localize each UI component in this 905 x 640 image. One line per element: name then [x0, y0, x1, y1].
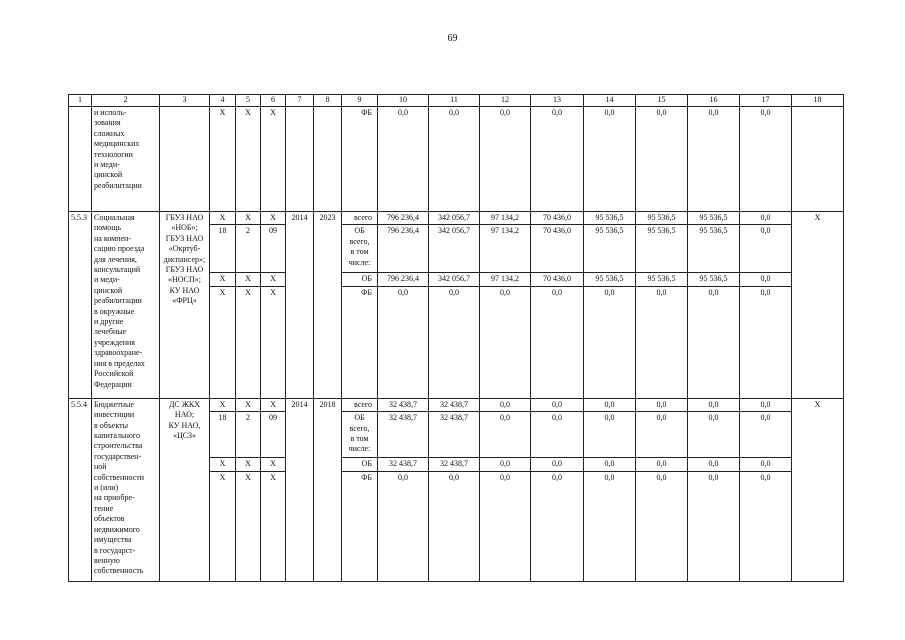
- header-cell: 14: [584, 95, 636, 107]
- header-cell: 1: [69, 95, 92, 107]
- value-cell: 0,0: [584, 107, 636, 212]
- header-cell: 5: [236, 95, 261, 107]
- value-cell: 0,0: [584, 286, 636, 398]
- value-cell: 0,0: [378, 107, 429, 212]
- code-cell: X: [236, 107, 261, 212]
- value-cell: 0,0: [531, 398, 584, 411]
- value-cell: 0,0: [740, 398, 792, 411]
- value-cell: 0,0: [531, 471, 584, 581]
- code-cell: X: [210, 212, 236, 225]
- value-cell: 0,0: [584, 412, 636, 458]
- value-cell: 0,0: [688, 458, 740, 471]
- value-cell: 0,0: [740, 225, 792, 273]
- value-cell: 0,0: [480, 107, 531, 212]
- value-cell: 0,0: [688, 471, 740, 581]
- value-cell: 95 536,5: [584, 212, 636, 225]
- value-cell: 0,0: [688, 107, 740, 212]
- value-cell: 0,0: [740, 471, 792, 581]
- header-cell: 8: [314, 95, 342, 107]
- value-cell: 95 536,5: [636, 225, 688, 273]
- note-cell: X: [792, 398, 844, 581]
- table-row: [69, 107, 844, 212]
- value-cell: 796 236,4: [378, 225, 429, 273]
- code-cell: X: [261, 471, 286, 581]
- value-cell: 32 438,7: [378, 398, 429, 411]
- code-cell: X: [210, 286, 236, 398]
- header-cell: 6: [261, 95, 286, 107]
- value-cell: 0,0: [584, 398, 636, 411]
- value-cell: 0,0: [688, 398, 740, 411]
- header-cell: 15: [636, 95, 688, 107]
- executor-cell: [160, 107, 210, 212]
- value-cell: 0,0: [480, 398, 531, 411]
- value-cell: 97 134,2: [480, 273, 531, 286]
- value-cell: 0,0: [480, 412, 531, 458]
- value-cell: 0,0: [740, 212, 792, 225]
- header-row: [69, 95, 844, 107]
- code-cell: X: [210, 398, 236, 411]
- value-cell: 95 536,5: [584, 225, 636, 273]
- item-number-cell: 5.5.4: [69, 398, 92, 581]
- value-cell: 796 236,4: [378, 273, 429, 286]
- value-cell: 0,0: [740, 107, 792, 212]
- header-cell: 18: [792, 95, 844, 107]
- value-cell: 0,0: [740, 286, 792, 398]
- header-cell: 16: [688, 95, 740, 107]
- value-cell: 0,0: [480, 458, 531, 471]
- value-cell: 0,0: [636, 286, 688, 398]
- value-cell: 342 056,7: [429, 212, 480, 225]
- table-row: [69, 398, 844, 411]
- value-cell: 0,0: [584, 458, 636, 471]
- code-cell: X: [236, 398, 261, 411]
- header-cell: 12: [480, 95, 531, 107]
- header-cell: 4: [210, 95, 236, 107]
- code-cell: X: [261, 273, 286, 286]
- value-cell: 0,0: [636, 458, 688, 471]
- value-cell: 95 536,5: [636, 212, 688, 225]
- value-cell: 70 436,0: [531, 225, 584, 273]
- header-cell: 7: [286, 95, 314, 107]
- code-cell: X: [261, 212, 286, 225]
- value-cell: 32 438,7: [378, 458, 429, 471]
- value-cell: 0,0: [480, 471, 531, 581]
- end-year-cell: [314, 107, 342, 212]
- end-year-cell: 2018: [314, 398, 342, 581]
- source-cell: всего: [342, 212, 378, 225]
- code-cell: 09: [261, 225, 286, 273]
- start-year-cell: 2014: [286, 398, 314, 581]
- code-cell: X: [261, 458, 286, 471]
- value-cell: 97 134,2: [480, 212, 531, 225]
- code-cell: X: [261, 286, 286, 398]
- code-cell: 2: [236, 412, 261, 458]
- value-cell: 32 438,7: [378, 412, 429, 458]
- source-cell: ОБ: [342, 458, 378, 471]
- value-cell: 0,0: [688, 412, 740, 458]
- header-cell: 9: [342, 95, 378, 107]
- budget-table: [68, 94, 844, 582]
- code-cell: X: [236, 471, 261, 581]
- item-number-cell: [69, 107, 92, 212]
- value-cell: 0,0: [378, 471, 429, 581]
- header-cell: 11: [429, 95, 480, 107]
- source-cell: ОБ всего, в том числе:: [342, 225, 378, 273]
- value-cell: 0,0: [740, 412, 792, 458]
- source-cell: ОБ: [342, 273, 378, 286]
- start-year-cell: [286, 107, 314, 212]
- item-name-cell: и исполь- зования сложных медицинских технологии и меди- цинской реабилитации: [92, 107, 160, 212]
- code-cell: X: [210, 471, 236, 581]
- code-cell: 18: [210, 412, 236, 458]
- value-cell: 0,0: [636, 412, 688, 458]
- code-cell: X: [261, 107, 286, 212]
- value-cell: 0,0: [480, 286, 531, 398]
- source-cell: ФБ: [342, 286, 378, 398]
- value-cell: 95 536,5: [584, 273, 636, 286]
- value-cell: 0,0: [531, 412, 584, 458]
- source-cell: ФБ: [342, 471, 378, 581]
- value-cell: 0,0: [636, 398, 688, 411]
- header-cell: 2: [92, 95, 160, 107]
- header-cell: 13: [531, 95, 584, 107]
- note-cell: [792, 107, 844, 212]
- source-cell: ОБ всего, в том числе:: [342, 412, 378, 458]
- code-cell: X: [210, 107, 236, 212]
- source-cell: всего: [342, 398, 378, 411]
- code-cell: 09: [261, 412, 286, 458]
- value-cell: 342 056,7: [429, 225, 480, 273]
- code-cell: X: [236, 286, 261, 398]
- value-cell: 0,0: [636, 107, 688, 212]
- code-cell: X: [236, 458, 261, 471]
- executor-cell: ДС ЖКХ НАО; КУ НАО, «ЦСЗ»: [160, 398, 210, 581]
- end-year-cell: 2023: [314, 212, 342, 399]
- value-cell: 0,0: [740, 273, 792, 286]
- value-cell: 0,0: [378, 286, 429, 398]
- value-cell: 0,0: [429, 471, 480, 581]
- code-cell: X: [236, 273, 261, 286]
- code-cell: X: [261, 398, 286, 411]
- code-cell: 2: [236, 225, 261, 273]
- code-cell: X: [210, 458, 236, 471]
- value-cell: 0,0: [531, 107, 584, 212]
- value-cell: 95 536,5: [688, 225, 740, 273]
- value-cell: 0,0: [636, 471, 688, 581]
- value-cell: 32 438,7: [429, 398, 480, 411]
- value-cell: 796 236,4: [378, 212, 429, 225]
- source-cell: ФБ: [342, 107, 378, 212]
- value-cell: 95 536,5: [636, 273, 688, 286]
- value-cell: 70 436,0: [531, 273, 584, 286]
- value-cell: 0,0: [531, 286, 584, 398]
- value-cell: 95 536,5: [688, 212, 740, 225]
- item-number-cell: 5.5.3: [69, 212, 92, 399]
- value-cell: 342 056,7: [429, 273, 480, 286]
- value-cell: 95 536,5: [688, 273, 740, 286]
- value-cell: 0,0: [429, 286, 480, 398]
- table-row: [69, 212, 844, 225]
- note-cell: X: [792, 212, 844, 399]
- value-cell: 0,0: [688, 286, 740, 398]
- item-name-cell: Социальная помощь на компен- сацию проезда для лечения, консультаций и меди- цинской реабилитации в окружные и другие лечебные учреждения здравоохране- ния в пределах Российской Федерации: [92, 212, 160, 399]
- code-cell: X: [210, 273, 236, 286]
- value-cell: 0,0: [584, 471, 636, 581]
- value-cell: 0,0: [429, 107, 480, 212]
- value-cell: 0,0: [531, 458, 584, 471]
- value-cell: 70 436,0: [531, 212, 584, 225]
- value-cell: 97 134,2: [480, 225, 531, 273]
- value-cell: 32 438,7: [429, 412, 480, 458]
- header-cell: 10: [378, 95, 429, 107]
- header-cell: 3: [160, 95, 210, 107]
- item-name-cell: Бюджетные инвестиции в объекты капитального строительства государствен- ной собственности и (или) на приобре- тение объектов недвижимого имущества в государст- венную собственность: [92, 398, 160, 581]
- start-year-cell: 2014: [286, 212, 314, 399]
- code-cell: X: [236, 212, 261, 225]
- value-cell: 32 438,7: [429, 458, 480, 471]
- value-cell: 0,0: [740, 458, 792, 471]
- code-cell: 18: [210, 225, 236, 273]
- page-number: 69: [447, 33, 458, 44]
- executor-cell: ГБУЗ НАО «НОБ»; ГБУЗ НАО «Окртуб- диспансер»; ГБУЗ НАО «НОСП»; КУ НАО «ФРЦ»: [160, 212, 210, 399]
- header-cell: 17: [740, 95, 792, 107]
